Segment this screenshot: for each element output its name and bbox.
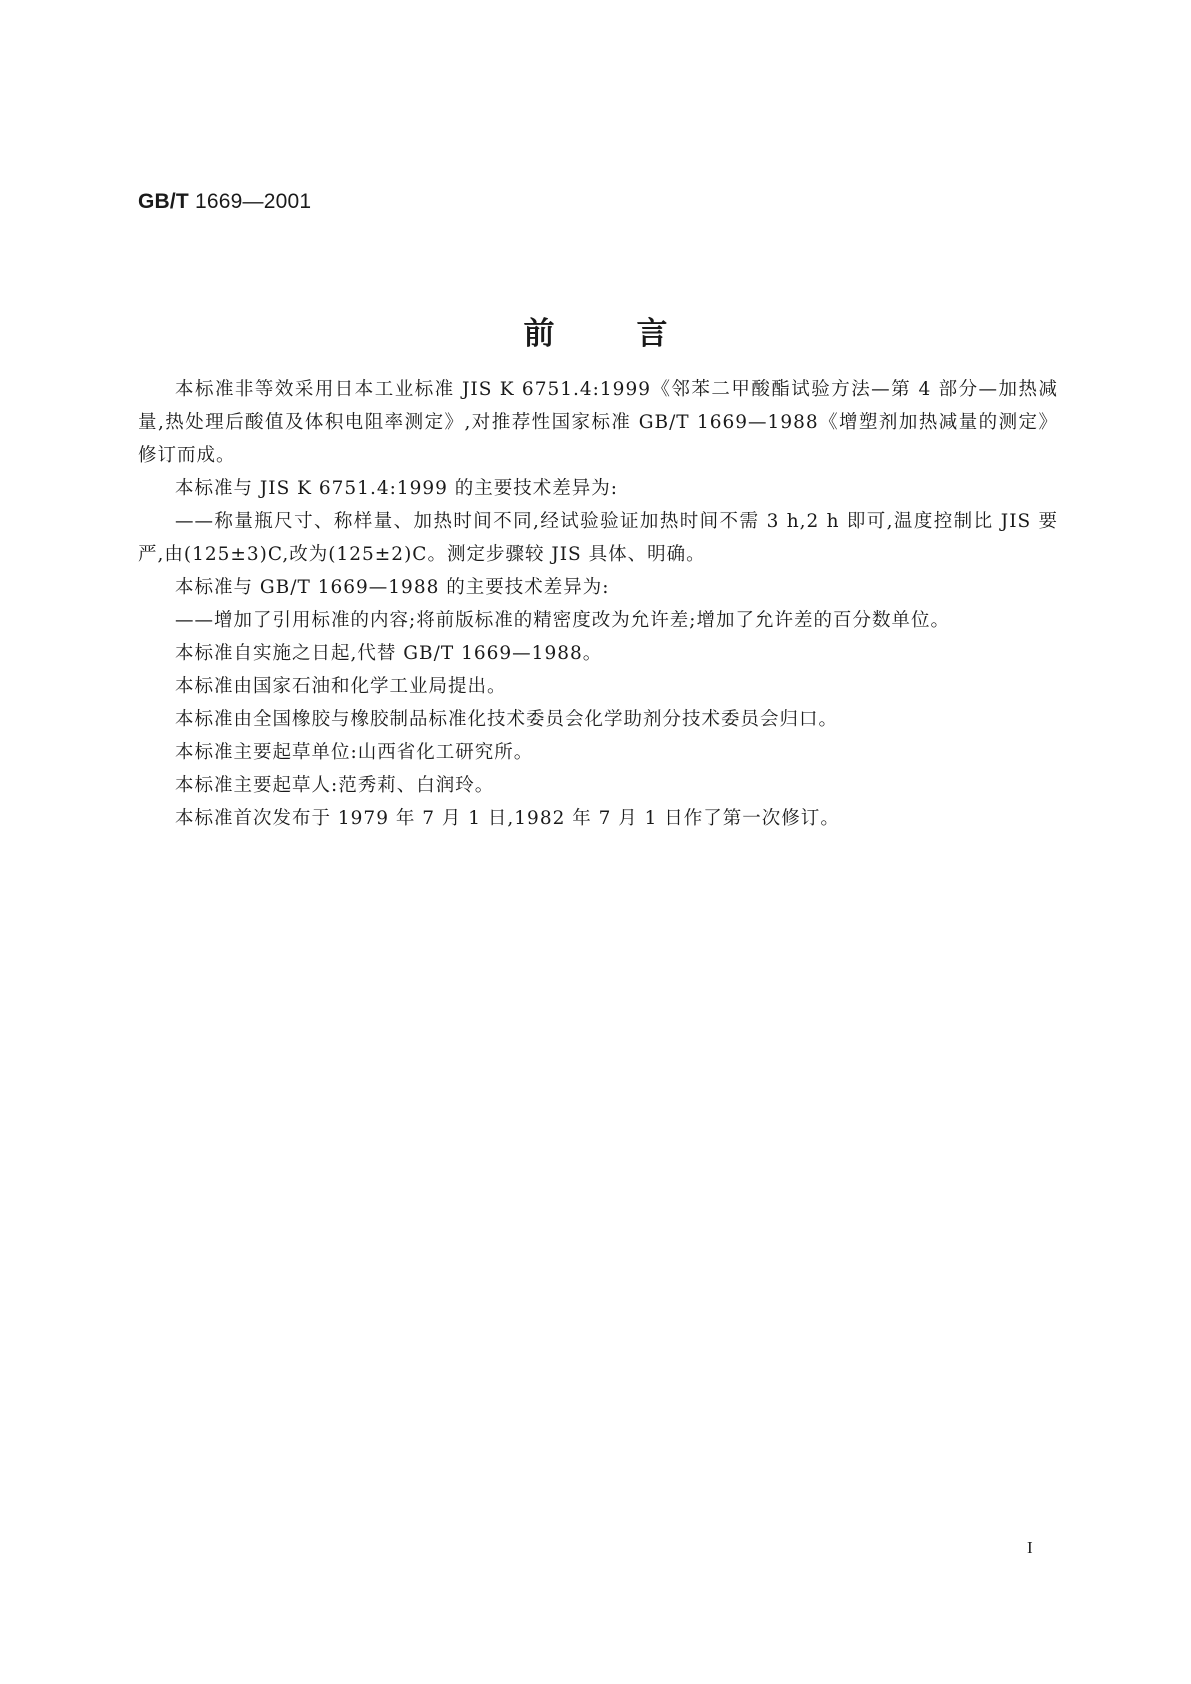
paragraph-jis-differences-intro: 本标准与 JIS K 6751.4:1999 的主要技术差异为: [175,478,619,499]
document-code-number: 1669—2001 [188,190,312,213]
paragraph-gbt-differences-intro: 本标准与 GB/T 1669—1988 的主要技术差异为: [175,577,610,598]
paragraph-gbt-differences-detail: ——增加了引用标准的内容;将前版标准的精密度改为允许差;增加了允许差的百分数单位。 [175,610,950,631]
paragraph-centralized-management: 本标准由全国橡胶与橡胶制品标准化技术委员会化学助剂分技术委员会归口。 [175,709,839,730]
paragraph-drafters: 本标准主要起草人:范秀莉、白润玲。 [175,775,495,796]
document-code [138,190,311,214]
paragraph-adoption-statement: 本标准非等效采用日本工业标准 JIS K 6751.4:1999《邻苯二甲酸酯试验方法—第 4 部分—加热减量,热处理后酸值及体积电阻率测定》,对推荐性国家标准 GB/T 1669—1988《增塑剂加热减量的测定》修订而成。 [138,379,1058,466]
page-number: I [1027,1538,1033,1557]
paragraph-jis-differences-detail: ——称量瓶尺寸、称样量、加热时间不同,经试验验证加热时间不需 3 h,2 h 即可,温度控制比 JIS 要严,由(125±3)C,改为(125±2)C。测定步骤较 JIS 具体、明确。 [138,511,1058,565]
paragraph-drafting-unit: 本标准主要起草单位:山西省化工研究所。 [175,742,534,763]
foreword-body [138,373,1058,835]
section-title: 前言 [523,316,750,352]
document-code-prefix: GB/T [138,190,189,213]
paragraph-publication-history: 本标准首次发布于 1979 年 7 月 1 日,1982 年 7 月 1 日作了第一次修订。 [175,808,840,829]
paragraph-replacement: 本标准自实施之日起,代替 GB/T 1669—1988。 [175,643,603,664]
paragraph-proposer: 本标准由国家石油和化学工业局提出。 [175,676,507,697]
